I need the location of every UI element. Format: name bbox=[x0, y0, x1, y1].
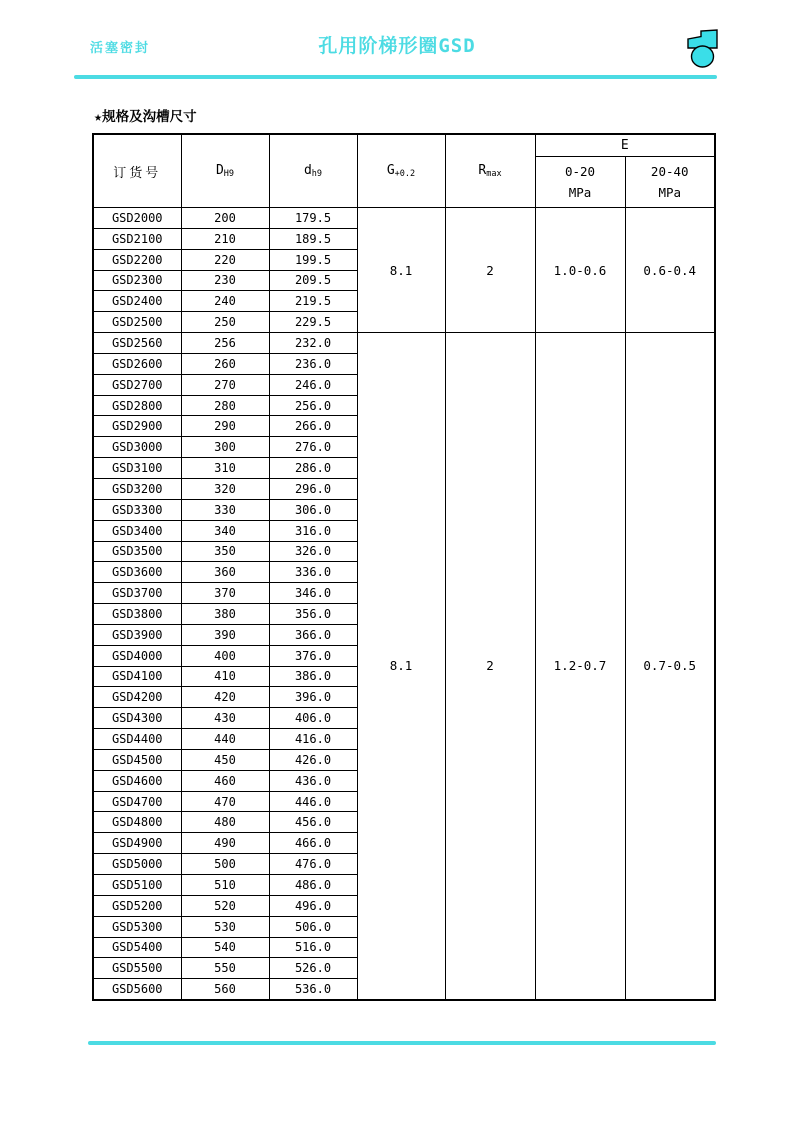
table-cell: 260 bbox=[181, 353, 269, 374]
table-cell: 480 bbox=[181, 812, 269, 833]
table-cell: GSD2800 bbox=[93, 395, 181, 416]
merged-cell-r: 2 bbox=[445, 333, 535, 1000]
table-cell: GSD5100 bbox=[93, 875, 181, 896]
col-header-G-sub: +0.2 bbox=[394, 169, 416, 179]
col-header-e-20-40 bbox=[625, 157, 715, 208]
table-cell: GSD3000 bbox=[93, 437, 181, 458]
col-header-order-no: 订货号 bbox=[93, 134, 181, 208]
col-header-e-0-20 bbox=[535, 157, 625, 208]
table-cell: 466.0 bbox=[269, 833, 357, 854]
table-row bbox=[93, 208, 715, 229]
table-cell: 230 bbox=[181, 270, 269, 291]
table-cell: GSD2000 bbox=[93, 208, 181, 229]
merged-cell-g: 8.1 bbox=[357, 333, 445, 1000]
table-cell: 496.0 bbox=[269, 895, 357, 916]
table-cell: 530 bbox=[181, 916, 269, 937]
table-cell: 520 bbox=[181, 895, 269, 916]
page-title: 孔用阶梯形圈GSD bbox=[318, 35, 476, 57]
col-header-D-sub: H9 bbox=[223, 169, 235, 179]
table-cell: 340 bbox=[181, 520, 269, 541]
table-cell: 420 bbox=[181, 687, 269, 708]
table-cell: 426.0 bbox=[269, 749, 357, 770]
table-cell: GSD3600 bbox=[93, 562, 181, 583]
table-cell: 296.0 bbox=[269, 478, 357, 499]
table-cell: 189.5 bbox=[269, 228, 357, 249]
table-cell: 526.0 bbox=[269, 958, 357, 979]
table-cell: 316.0 bbox=[269, 520, 357, 541]
table-cell: 470 bbox=[181, 791, 269, 812]
table-cell: 256.0 bbox=[269, 395, 357, 416]
merged-cell-g: 8.1 bbox=[357, 208, 445, 333]
table-cell: 219.5 bbox=[269, 291, 357, 312]
table-cell: 456.0 bbox=[269, 812, 357, 833]
pressure-unit-label: MPa bbox=[658, 185, 682, 201]
table-cell: 350 bbox=[181, 541, 269, 562]
table-cell: 280 bbox=[181, 395, 269, 416]
table-cell: 400 bbox=[181, 645, 269, 666]
pressure-range-label: 20-40 bbox=[650, 163, 689, 179]
table-cell: GSD5300 bbox=[93, 916, 181, 937]
table-cell: GSD4700 bbox=[93, 791, 181, 812]
table-cell: GSD2300 bbox=[93, 270, 181, 291]
table-cell: 209.5 bbox=[269, 270, 357, 291]
col-header-G-main: G bbox=[386, 163, 395, 178]
table-cell: GSD2500 bbox=[93, 312, 181, 333]
table-cell: GSD4900 bbox=[93, 833, 181, 854]
merged-cell-r: 2 bbox=[445, 208, 535, 333]
table-cell: 536.0 bbox=[269, 979, 357, 1000]
table-cell: GSD3300 bbox=[93, 499, 181, 520]
table-cell: 200 bbox=[181, 208, 269, 229]
table-cell: GSD4600 bbox=[93, 770, 181, 791]
col-header-d-sub: h9 bbox=[311, 169, 323, 179]
table-cell: GSD3200 bbox=[93, 478, 181, 499]
table-cell: GSD2560 bbox=[93, 333, 181, 354]
table-cell: 450 bbox=[181, 749, 269, 770]
col-header-E: E bbox=[535, 134, 715, 157]
footer-divider bbox=[88, 1041, 716, 1045]
table-cell: 220 bbox=[181, 249, 269, 270]
table-cell: 390 bbox=[181, 624, 269, 645]
table-cell: 240 bbox=[181, 291, 269, 312]
table-cell: 500 bbox=[181, 854, 269, 875]
table-cell: 210 bbox=[181, 228, 269, 249]
table-cell: 330 bbox=[181, 499, 269, 520]
col-header-R-sub: max bbox=[486, 169, 502, 179]
table-cell: 346.0 bbox=[269, 583, 357, 604]
table-cell: 440 bbox=[181, 729, 269, 750]
table-cell: 360 bbox=[181, 562, 269, 583]
spec-table-body bbox=[93, 208, 715, 1000]
table-cell: GSD4300 bbox=[93, 708, 181, 729]
table-cell: 286.0 bbox=[269, 458, 357, 479]
table-cell: 336.0 bbox=[269, 562, 357, 583]
table-cell: GSD4200 bbox=[93, 687, 181, 708]
table-cell: 410 bbox=[181, 666, 269, 687]
table-cell: GSD5600 bbox=[93, 979, 181, 1000]
table-cell: GSD2900 bbox=[93, 416, 181, 437]
table-cell: GSD4500 bbox=[93, 749, 181, 770]
seal-cross-section-icon bbox=[684, 26, 722, 70]
col-header-R bbox=[445, 134, 535, 208]
table-cell: GSD5200 bbox=[93, 895, 181, 916]
col-header-D bbox=[181, 134, 269, 208]
table-cell: 306.0 bbox=[269, 499, 357, 520]
table-cell: GSD2400 bbox=[93, 291, 181, 312]
table-cell: 370 bbox=[181, 583, 269, 604]
table-cell: 179.5 bbox=[269, 208, 357, 229]
table-cell: GSD4100 bbox=[93, 666, 181, 687]
merged-cell-e-0-20: 1.0-0.6 bbox=[535, 208, 625, 333]
pressure-range-label: 0-20 bbox=[564, 163, 596, 179]
table-cell: 246.0 bbox=[269, 374, 357, 395]
table-cell: 506.0 bbox=[269, 916, 357, 937]
table-cell: 460 bbox=[181, 770, 269, 791]
table-cell: GSD2200 bbox=[93, 249, 181, 270]
col-header-d-main: d bbox=[303, 163, 312, 178]
table-cell: 510 bbox=[181, 875, 269, 896]
table-cell: GSD5000 bbox=[93, 854, 181, 875]
col-header-R-main: R bbox=[478, 163, 487, 178]
pressure-unit-label: MPa bbox=[568, 185, 592, 201]
col-header-D-main: D bbox=[215, 163, 224, 178]
section-heading: ★规格及沟槽尺寸 bbox=[94, 109, 197, 125]
table-cell: 446.0 bbox=[269, 791, 357, 812]
table-cell: 406.0 bbox=[269, 708, 357, 729]
table-cell: 276.0 bbox=[269, 437, 357, 458]
table-cell: 396.0 bbox=[269, 687, 357, 708]
table-cell: GSD3900 bbox=[93, 624, 181, 645]
table-cell: 386.0 bbox=[269, 666, 357, 687]
table-cell: 486.0 bbox=[269, 875, 357, 896]
table-cell: 550 bbox=[181, 958, 269, 979]
table-cell: 356.0 bbox=[269, 604, 357, 625]
table-cell: 366.0 bbox=[269, 624, 357, 645]
table-cell: GSD5500 bbox=[93, 958, 181, 979]
table-cell: 232.0 bbox=[269, 333, 357, 354]
merged-cell-e-0-20: 1.2-0.7 bbox=[535, 333, 625, 1000]
table-cell: GSD5400 bbox=[93, 937, 181, 958]
table-cell: GSD2100 bbox=[93, 228, 181, 249]
table-cell: 436.0 bbox=[269, 770, 357, 791]
table-row bbox=[93, 333, 715, 354]
header-divider bbox=[74, 75, 717, 79]
table-cell: 310 bbox=[181, 458, 269, 479]
table-cell: 320 bbox=[181, 478, 269, 499]
table-cell: 430 bbox=[181, 708, 269, 729]
table-cell: 326.0 bbox=[269, 541, 357, 562]
col-header-d bbox=[269, 134, 357, 208]
table-cell: GSD4800 bbox=[93, 812, 181, 833]
table-cell: 516.0 bbox=[269, 937, 357, 958]
table-cell: GSD3100 bbox=[93, 458, 181, 479]
table-cell: 540 bbox=[181, 937, 269, 958]
header-row-top bbox=[93, 134, 715, 157]
table-cell: GSD2700 bbox=[93, 374, 181, 395]
table-cell: 256 bbox=[181, 333, 269, 354]
table-cell: 270 bbox=[181, 374, 269, 395]
table-cell: GSD2600 bbox=[93, 353, 181, 374]
table-cell: 476.0 bbox=[269, 854, 357, 875]
table-cell: 380 bbox=[181, 604, 269, 625]
table-cell: GSD3500 bbox=[93, 541, 181, 562]
table-cell: 376.0 bbox=[269, 645, 357, 666]
table-cell: 290 bbox=[181, 416, 269, 437]
col-header-G bbox=[357, 134, 445, 208]
table-cell: 560 bbox=[181, 979, 269, 1000]
table-cell: GSD3400 bbox=[93, 520, 181, 541]
category-label: 活塞密封 bbox=[90, 41, 151, 56]
table-cell: GSD3700 bbox=[93, 583, 181, 604]
table-cell: GSD3800 bbox=[93, 604, 181, 625]
table-cell: 416.0 bbox=[269, 729, 357, 750]
table-cell: 300 bbox=[181, 437, 269, 458]
table-cell: GSD4000 bbox=[93, 645, 181, 666]
table-cell: 199.5 bbox=[269, 249, 357, 270]
table-cell: 236.0 bbox=[269, 353, 357, 374]
table-cell: GSD4400 bbox=[93, 729, 181, 750]
table-cell: 250 bbox=[181, 312, 269, 333]
table-cell: 490 bbox=[181, 833, 269, 854]
table-cell: 266.0 bbox=[269, 416, 357, 437]
spec-table bbox=[92, 133, 716, 1001]
merged-cell-e-20-40: 0.7-0.5 bbox=[625, 333, 715, 1000]
table-cell: 229.5 bbox=[269, 312, 357, 333]
merged-cell-e-20-40: 0.6-0.4 bbox=[625, 208, 715, 333]
